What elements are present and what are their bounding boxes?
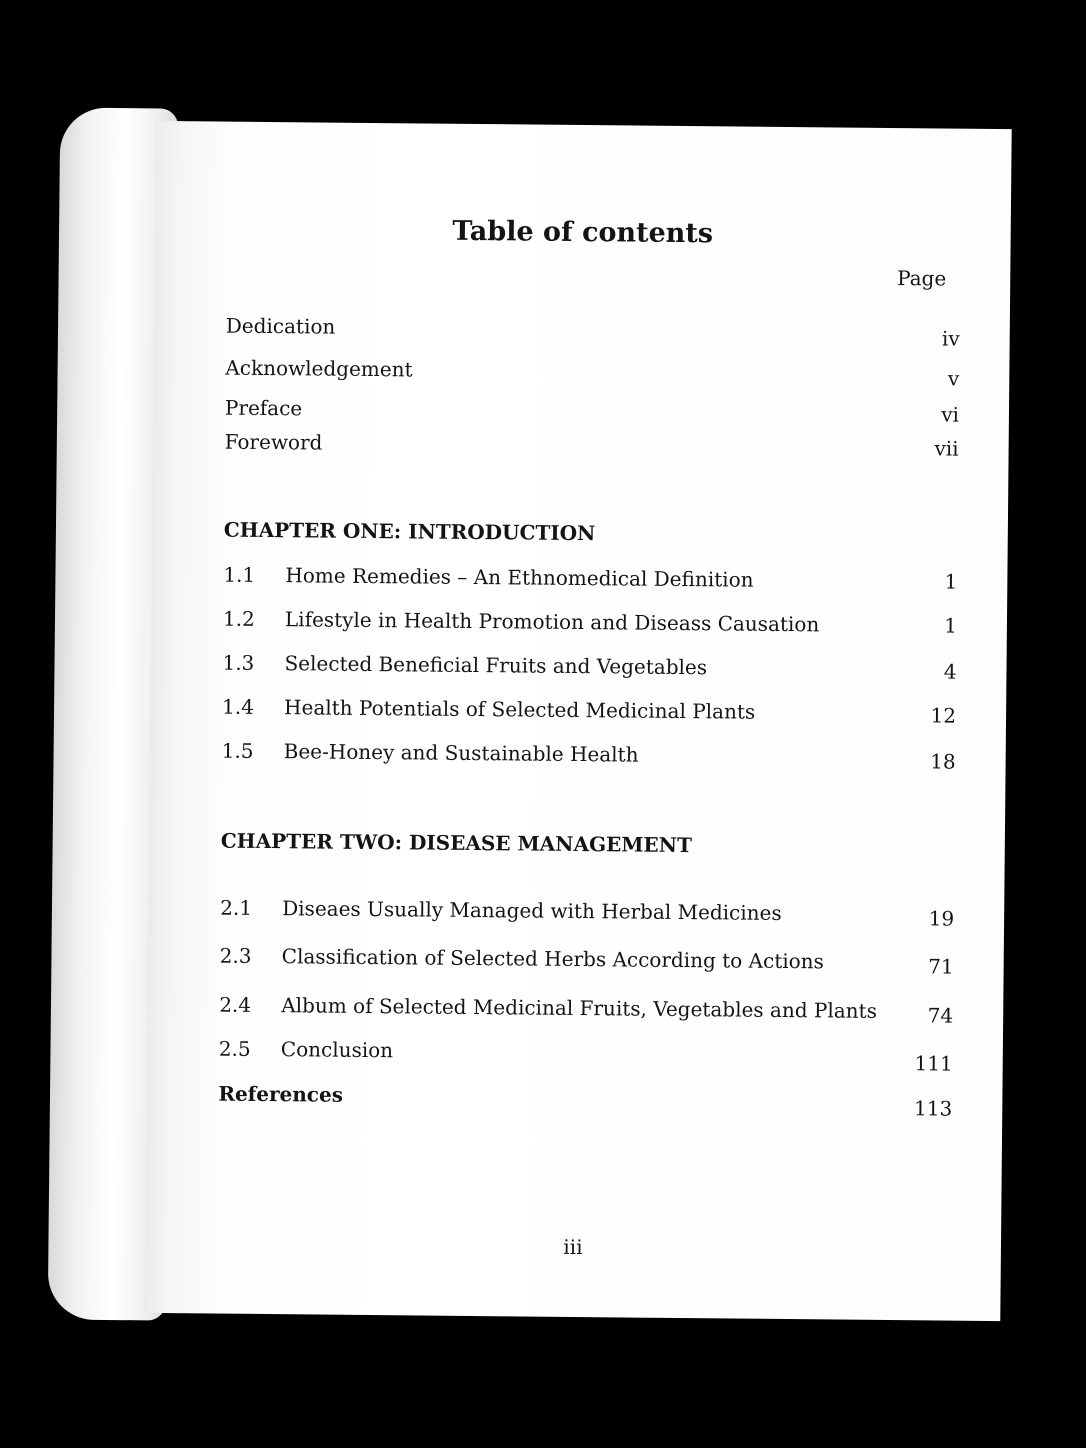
page-column-header: Page [897,266,947,291]
toc-entry-number: 2.5 [218,1036,251,1061]
toc-entry-label: Acknowledgement [225,355,413,382]
toc-entry-label: Bee-Honey and Sustainable Health [283,739,639,767]
toc-entry-number: 2.1 [220,895,253,920]
toc-entry [225,313,960,351]
toc-entry [222,694,957,728]
toc-entry-page: 1 [944,613,958,638]
chapter-heading: CHAPTER ONE: INTRODUCTION [223,517,596,546]
toc-entry-label: Preface [224,395,303,421]
toc-entry-page: vii [934,436,959,461]
toc-entry-page: 19 [928,906,955,931]
toc-entry-page: v [947,366,960,391]
toc-entry-page: 18 [930,749,956,774]
toc-entry-number: 1.3 [222,650,255,675]
toc-entry [222,606,958,638]
toc-entry-label: Selected Beneficial Fruits and Vegetables [284,651,708,680]
toc-entry [221,738,956,774]
toc-entry-page: 113 [913,1096,953,1121]
toc-entry-label: Album of Selected Medicinal Fruits, Vegetables and Plants [281,993,878,1023]
toc-entry-number: 1.2 [222,606,255,631]
toc-entry-number: 1.1 [223,562,256,587]
toc-entry [220,895,955,931]
toc-entry-label: Home Remedies – An Ethnomedical Definition [285,563,754,592]
toc-entry-page: iv [941,326,960,351]
toc-entry [219,992,954,1028]
page-title: Table of contents [452,215,714,250]
toc-entry-number: 1.5 [221,738,254,763]
toc-entry-number: 2.4 [219,992,252,1017]
toc-entry-page: 74 [927,1003,954,1028]
toc-entry-number: 2.3 [219,943,252,968]
toc-entry [224,395,960,427]
toc-entry-page: 4 [943,659,957,684]
chapter-heading: CHAPTER TWO: DISEASE MANAGEMENT [220,828,693,858]
toc-entry-page: 12 [930,703,957,728]
toc-entry-page: 71 [928,954,954,979]
toc-entry-label: Health Potentials of Selected Medicinal Plants [284,695,756,724]
book-page [144,121,1011,1321]
page-number: iii [563,1234,583,1260]
toc-entry [219,943,954,979]
toc-entry-label: Dedication [225,313,336,339]
toc-entry-page: vi [941,402,960,427]
toc-entry [218,1036,953,1076]
toc-entry-label: Lifestyle in Health Promotion and Diseass Causation [284,607,820,637]
toc-entry [222,650,957,684]
toc-entry [223,562,958,594]
toc-entry-references [218,1081,953,1121]
toc-entry [224,429,959,461]
toc-entry-label: Foreword [224,429,323,455]
toc-entry-label: Conclusion [280,1037,394,1063]
toc-entry-label: References [218,1081,344,1107]
toc-entry-label: Diseaes Usually Managed with Herbal Medicines [282,896,782,925]
toc-entry-page: 111 [914,1051,953,1076]
toc-entry [225,355,960,391]
toc-entry-page: 1 [944,569,958,594]
toc-entry-label: Classification of Selected Herbs According to Actions [281,944,825,974]
toc-entry-number: 1.4 [222,694,255,719]
